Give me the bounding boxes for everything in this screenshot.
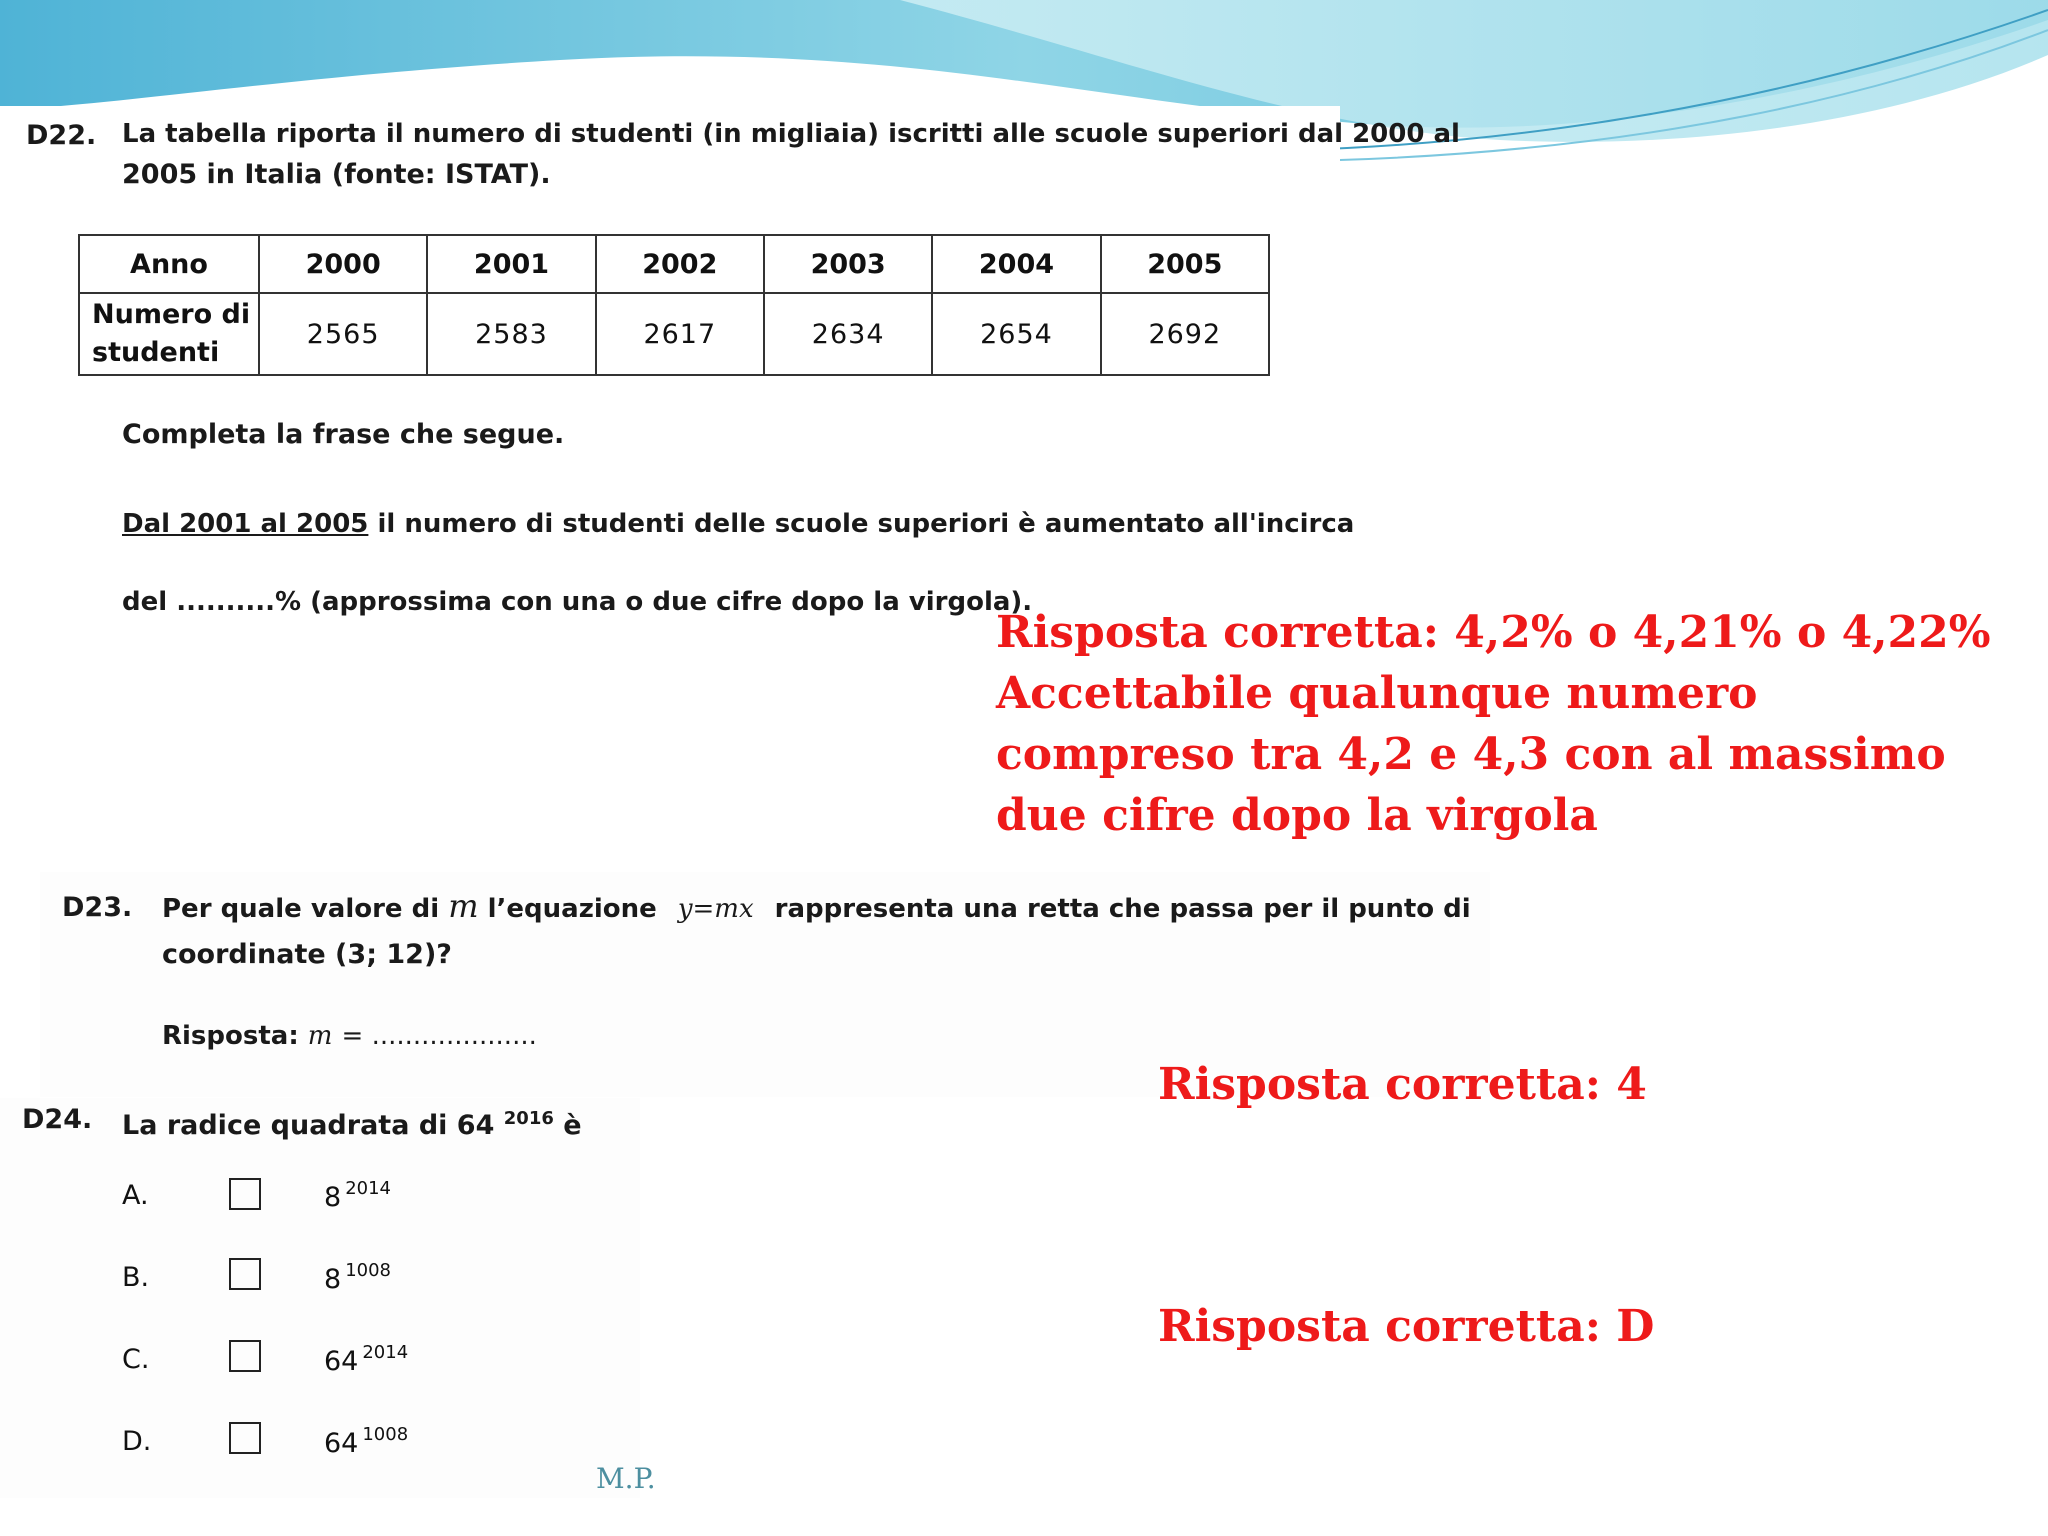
d22-answer-line1: Risposta corretta: 4,2% o 4,21% o 4,22% xyxy=(996,607,1991,658)
table-value-cell: 2565 xyxy=(259,293,427,375)
option-d-base: 64 xyxy=(324,1428,359,1459)
option-b-value xyxy=(324,1260,391,1295)
option-c-base: 64 xyxy=(324,1346,359,1377)
table-year-cell: 2002 xyxy=(596,235,764,293)
table-value-cell: 2654 xyxy=(932,293,1100,375)
d22-answer-line2: Accettabile qualunque numero xyxy=(996,668,1758,719)
table-year-cell: 2001 xyxy=(427,235,595,293)
d23-text-line2: coordinate (3; 12)? xyxy=(162,939,452,970)
option-a-letter: A. xyxy=(122,1180,149,1211)
d23-var-m: m xyxy=(448,887,479,925)
footer-initials: M.P. xyxy=(596,1462,656,1495)
students-table xyxy=(78,234,1270,376)
d23-number: D23. xyxy=(62,892,133,923)
d24-text xyxy=(122,1098,582,1146)
option-c-exp: 2014 xyxy=(362,1342,409,1363)
option-c-checkbox[interactable] xyxy=(229,1340,261,1372)
table-year-cell: 2003 xyxy=(764,235,932,293)
d22-instruction: Completa la frase che segue. xyxy=(122,419,565,450)
d22-panel xyxy=(0,106,1460,646)
option-a-value xyxy=(324,1178,391,1213)
table-value-cell: 2617 xyxy=(596,293,764,375)
d24-answer: Risposta corretta: D xyxy=(1158,1301,1655,1352)
d23-text-line1 xyxy=(162,886,1471,930)
option-a-exp: 2014 xyxy=(345,1178,391,1199)
table-year-cell: 2004 xyxy=(932,235,1100,293)
d22-text-line1: La tabella riporta il numero di studenti (in migliaia) iscritti alle scuole superiori dal 2000 al xyxy=(122,119,1460,149)
d24-text-end: è xyxy=(563,1110,582,1141)
d22-sentence-line2: del ..........% (approssima con una o due cifre dopo la virgola). xyxy=(122,587,1033,617)
d23-response-var: m xyxy=(307,1021,333,1051)
d22-sentence xyxy=(122,504,1354,545)
d24-text-main: La radice quadrata di 64 xyxy=(122,1110,495,1141)
d23-response-label: Risposta: xyxy=(162,1021,299,1051)
option-b-letter: B. xyxy=(122,1262,150,1293)
row-label-line2: studenti xyxy=(92,337,220,368)
table-row xyxy=(79,293,1269,375)
table-header-row xyxy=(79,235,1269,293)
table-value-cell: 2583 xyxy=(427,293,595,375)
table-header-label: Anno xyxy=(79,235,259,293)
d22-number: D22. xyxy=(26,120,97,151)
option-a-checkbox[interactable] xyxy=(229,1178,261,1210)
table-row-label xyxy=(79,293,259,375)
d22-sentence-underlined: Dal 2001 al 2005 xyxy=(122,509,369,539)
d22-text-line2: 2005 in Italia (fonte: ISTAT). xyxy=(122,159,551,190)
d24-panel xyxy=(0,1098,640,1498)
d23-answer: Risposta corretta: 4 xyxy=(1158,1059,1647,1110)
table-year-cell: 2000 xyxy=(259,235,427,293)
row-label-line1: Numero di xyxy=(92,299,251,330)
d23-response xyxy=(162,1016,537,1057)
d23-text-post: rappresenta una retta che passa per il punto di xyxy=(774,894,1471,924)
option-d-letter: D. xyxy=(122,1426,152,1457)
option-b-exp: 1008 xyxy=(345,1260,391,1281)
option-d-exp: 1008 xyxy=(362,1424,409,1445)
option-b-checkbox[interactable] xyxy=(229,1258,261,1290)
d24-number: D24. xyxy=(22,1104,93,1135)
d22-answer-line4: due cifre dopo la virgola xyxy=(996,790,1598,841)
d23-equation: y=mx xyxy=(677,894,754,924)
option-c-value xyxy=(324,1342,408,1377)
option-c-letter: C. xyxy=(122,1344,150,1375)
option-d-value xyxy=(324,1424,408,1459)
d22-answer-line3: compreso tra 4,2 e 4,3 con al massimo xyxy=(996,729,1946,780)
d23-text-pre: Per quale valore di xyxy=(162,894,440,924)
table-year-cell: 2005 xyxy=(1101,235,1269,293)
d24-text-exp: 2016 xyxy=(503,1108,554,1129)
d22-sentence-rest: il numero di studenti delle scuole superiori è aumentato all'incirca xyxy=(377,509,1355,539)
d23-response-blank: = .................... xyxy=(341,1021,537,1051)
table-value-cell: 2692 xyxy=(1101,293,1269,375)
option-b-base: 8 xyxy=(324,1264,342,1295)
d22-answer xyxy=(996,602,1991,846)
option-a-base: 8 xyxy=(324,1182,342,1213)
option-d-checkbox[interactable] xyxy=(229,1422,261,1454)
d23-text-mid: l’equazione xyxy=(487,894,657,924)
table-value-cell: 2634 xyxy=(764,293,932,375)
